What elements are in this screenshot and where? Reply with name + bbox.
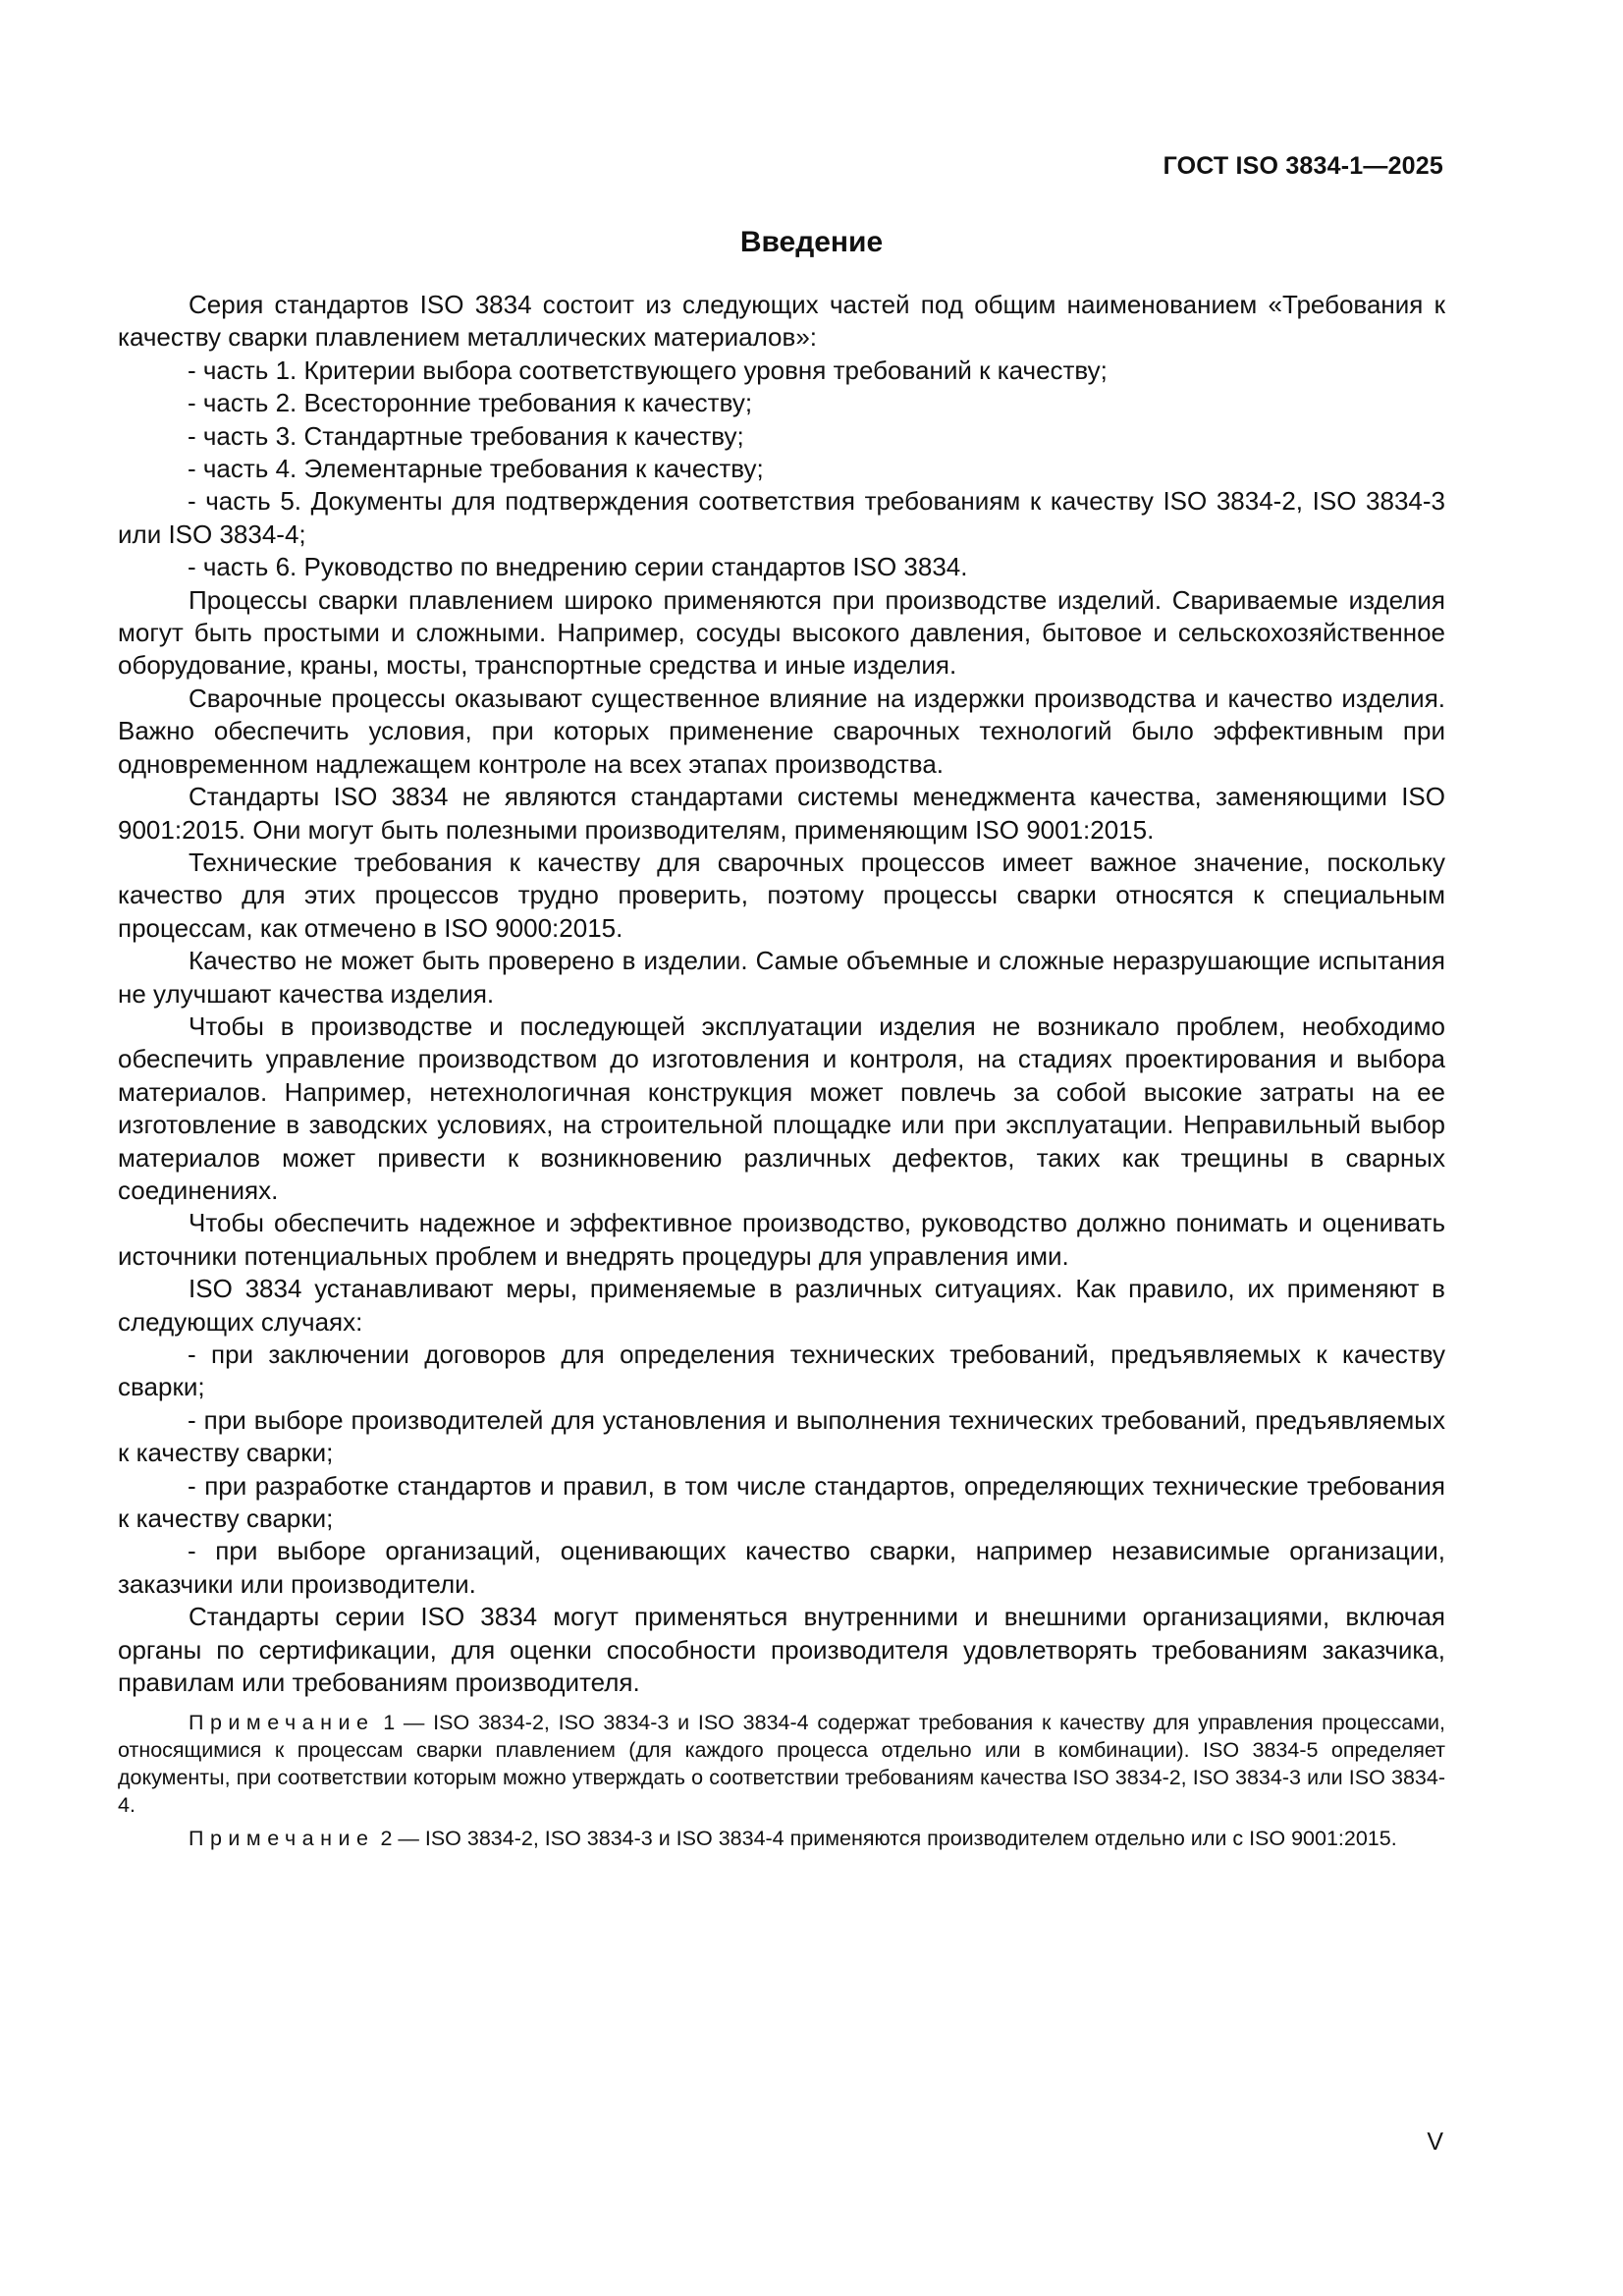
paragraph: Чтобы обеспечить надежное и эффективное производство, руководство должно понимать и оценивать источники потенциальных проблем и внедрять процедуры для управления ими.: [118, 1208, 1445, 1271]
notes-section: [118, 1710, 1445, 1852]
paragraph: Стандарты серии ISO 3834 могут применяться внутренними и внешними организациями, включая органы по сертификации, для оценки способности производителя удовлетворять требованиям заказчика, правилам или требованиям производителя.: [118, 1602, 1445, 1698]
note-number: 2: [380, 1826, 393, 1850]
section-title: Введение: [739, 226, 884, 258]
note-number: 1: [383, 1711, 396, 1735]
paragraph: Сварочные процессы оказывают существенное влияние на издержки производства и качество изделия. Важно обеспечить условия, при которых применение сварочных технологий было эффективным при одновременном надлежащем контроле на всех этапах производства.: [118, 683, 1445, 779]
paragraph: Серия стандартов ISO 3834 состоит из следующих частей под общим наименованием «Требования к качеству сварки плавлением металлических материалов»:: [118, 290, 1445, 353]
list-item: - при разработке стандартов и правил, в том числе стандартов, определяющих технические требования к качеству сварки;: [118, 1470, 1445, 1534]
note-label: Примечание: [189, 1711, 375, 1735]
list-item: - при выборе организаций, оценивающих качество сварки, например независимые организации, заказчики или производители.: [118, 1536, 1445, 1599]
paragraph: Стандарты ISO 3834 не являются стандартами системы менеджмента качества, заменяющими ISO 9001:2015. Они могут быть полезными производителям, применяющим ISO 9001:2015.: [118, 782, 1445, 845]
note-text: — ISO 3834-2, ISO 3834-3 и ISO 3834-4 содержат требования к качеству для управления процессами, относящимися к процессам сварки плавлением (для каждого процесса отдельно или в комбинации). ISO 3834-5 определяет документы, при соответствии которым можно утверждать о соответствии требованиям качества ISO 3834-2, ISO 3834-3 или ISO 3834-4.: [118, 1711, 1445, 1817]
paragraph: Качество не может быть проверено в изделии. Самые объемные и сложные неразрушающие испытания не улучшают качества изделия.: [118, 946, 1445, 1009]
paragraph: Чтобы в производстве и последующей эксплуатации изделия не возникало проблем, необходимо обеспечить управление производством до изготовления и контроля, на стадиях проектирования и выбора материалов. Например, нетехнологичная конструкция может повлечь за собой высокие затраты на ее изготовление в заводских условиях, на строительной площадке или при эксплуатации. Неправильный выбор материалов может привести к возникновению различных дефектов, таких как трещины в сварных соединениях.: [118, 1011, 1445, 1205]
list-item: - часть 5. Документы для подтверждения соответствия требованиям к качеству ISO 3834-2, ISO 3834-3 или ISO 3834-4;: [118, 486, 1445, 549]
note: [118, 1826, 1445, 1853]
document-body: [118, 289, 1445, 1858]
paragraph: Процессы сварки плавлением широко применяются при производстве изделий. Свариваемые изделия могут быть простыми и сложными. Например, сосуды высокого давления, бытовое и сельскохозяйственное оборудование, краны, мосты, транспортные средства и иные изделия.: [118, 584, 1445, 681]
list-item: - часть 1. Критерии выбора соответствующего уровня требований к качеству;: [188, 355, 1108, 385]
note: [118, 1710, 1445, 1819]
paragraph: ISO 3834 устанавливают меры, применяемые в различных ситуациях. Как правило, их применяют в следующих случаях:: [118, 1274, 1445, 1337]
document-number-header: ГОСТ ISO 3834-1—2025: [1163, 152, 1443, 180]
note-text: — ISO 3834-2, ISO 3834-3 и ISO 3834-4 применяются производителем отдельно или с ISO 9001:2015.: [398, 1826, 1397, 1850]
list-item: - часть 4. Элементарные требования к качеству;: [188, 454, 764, 484]
list-item: - часть 2. Всесторонние требования к качеству;: [188, 388, 753, 418]
list-item: - часть 3. Стандартные требования к качеству;: [188, 420, 744, 451]
page-number: V: [1427, 2128, 1443, 2156]
paragraph: Технические требования к качеству для сварочных процессов имеет важное значение, поскольку качество для этих процессов трудно проверить, поэтому процессы сварки относятся к специальным процессам, как отмечено в ISO 9000:2015.: [118, 847, 1445, 943]
list-item: - при заключении договоров для определения технических требований, предъявляемых к качеству сварки;: [118, 1339, 1445, 1402]
list-item: - часть 6. Руководство по внедрению серии стандартов ISO 3834.: [188, 552, 968, 582]
list-item: - при выборе производителей для установления и выполнения технических требований, предъявляемых к качеству сварки;: [118, 1404, 1445, 1468]
note-label: Примечание: [189, 1826, 375, 1850]
